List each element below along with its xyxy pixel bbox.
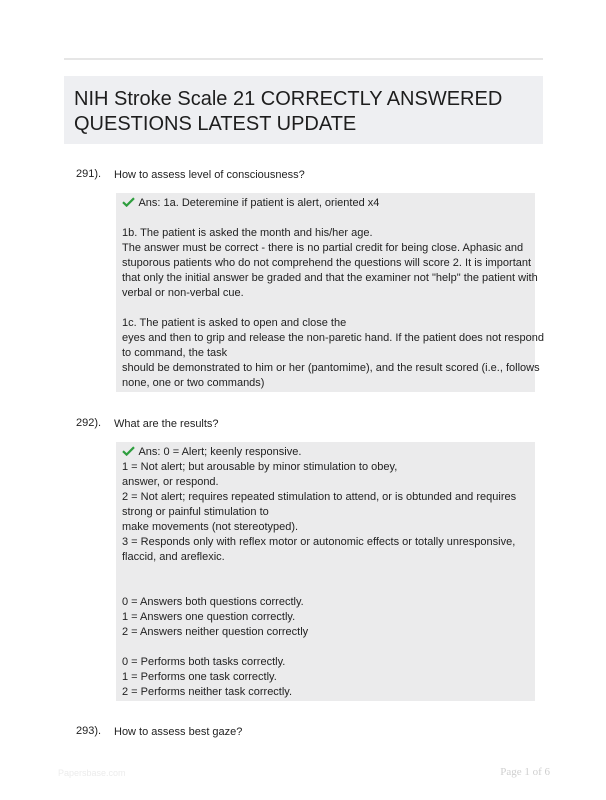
answer-line: 1 = Not alert; but arousable by minor stimulation to obey, bbox=[122, 461, 398, 473]
answer-line: 3 = Responds only with reflex motor or autonomic effects or totally unresponsive, bbox=[122, 536, 516, 548]
checkmark-icon bbox=[122, 197, 135, 207]
footer-watermark: Papersbase.com bbox=[58, 768, 126, 778]
question-number: 292). bbox=[76, 417, 102, 429]
answer-line: to command, the task bbox=[122, 347, 228, 359]
answer-line: eyes and then to grip and release the non-paretic hand. If the patient does not respond bbox=[122, 332, 544, 344]
answer-text: Ans: 1a. Deteremine if patient is alert, oriented x4 bbox=[138, 197, 380, 209]
answer-line: make movements (not stereotyped). bbox=[122, 521, 299, 533]
answer-line: answer, or respond. bbox=[122, 476, 219, 488]
answer-line: stuporous patients who do not comprehend the questions will score 2. It is important bbox=[122, 257, 532, 269]
answer-line: 0 = Performs both tasks correctly. bbox=[122, 656, 286, 668]
answer-line: 1b. The patient is asked the month and his/her age. bbox=[122, 227, 373, 239]
answer-box bbox=[116, 442, 535, 701]
page-number: Page 1 of 6 bbox=[500, 766, 550, 778]
answer-line: should be demonstrated to him or her (pantomime), and the result scored (i.e., follows bbox=[122, 362, 540, 374]
question-text: How to assess best gaze? bbox=[114, 726, 243, 738]
checkmark-icon bbox=[122, 446, 135, 456]
answer-box bbox=[116, 193, 544, 392]
answer-line: The answer must be correct - there is no partial credit for being close. Aphasic and bbox=[122, 242, 524, 254]
answer-line: 2 = Answers neither question correctly bbox=[122, 626, 309, 638]
document-title bbox=[64, 76, 543, 144]
answer-line: 2 = Not alert; requires repeated stimulation to attend, or is obtunded and requires bbox=[122, 491, 517, 503]
answer-line: 1 = Performs one task correctly. bbox=[122, 671, 277, 683]
question-number: 293). bbox=[76, 725, 102, 737]
title-line-2: QUESTIONS LATEST UPDATE bbox=[74, 113, 357, 135]
question-number: 291). bbox=[76, 168, 102, 180]
answer-line: flaccid, and areflexic. bbox=[122, 551, 225, 563]
answer-line bbox=[122, 445, 529, 460]
answer-line: 0 = Answers both questions correctly. bbox=[122, 596, 304, 608]
answer-line: 1 = Answers one question correctly. bbox=[122, 611, 296, 623]
answer-line bbox=[122, 196, 529, 211]
question-text: How to assess level of consciousness? bbox=[114, 169, 305, 181]
answer-line: none, one or two commands) bbox=[122, 377, 265, 389]
answer-text: Ans: 0 = Alert; keenly responsive. bbox=[138, 446, 302, 458]
answer-line: that only the initial answer be graded and that the examiner not "help" the patient with bbox=[122, 272, 538, 284]
answer-line: 2 = Performs neither task correctly. bbox=[122, 686, 293, 698]
answer-line: strong or painful stimulation to bbox=[122, 506, 269, 518]
question-text: What are the results? bbox=[114, 418, 219, 430]
title-line-1: NIH Stroke Scale 21 CORRECTLY ANSWERED bbox=[74, 88, 503, 110]
top-divider bbox=[64, 58, 543, 60]
answer-line: 1c. The patient is asked to open and close the bbox=[122, 317, 347, 329]
answer-line: verbal or non-verbal cue. bbox=[122, 287, 244, 299]
